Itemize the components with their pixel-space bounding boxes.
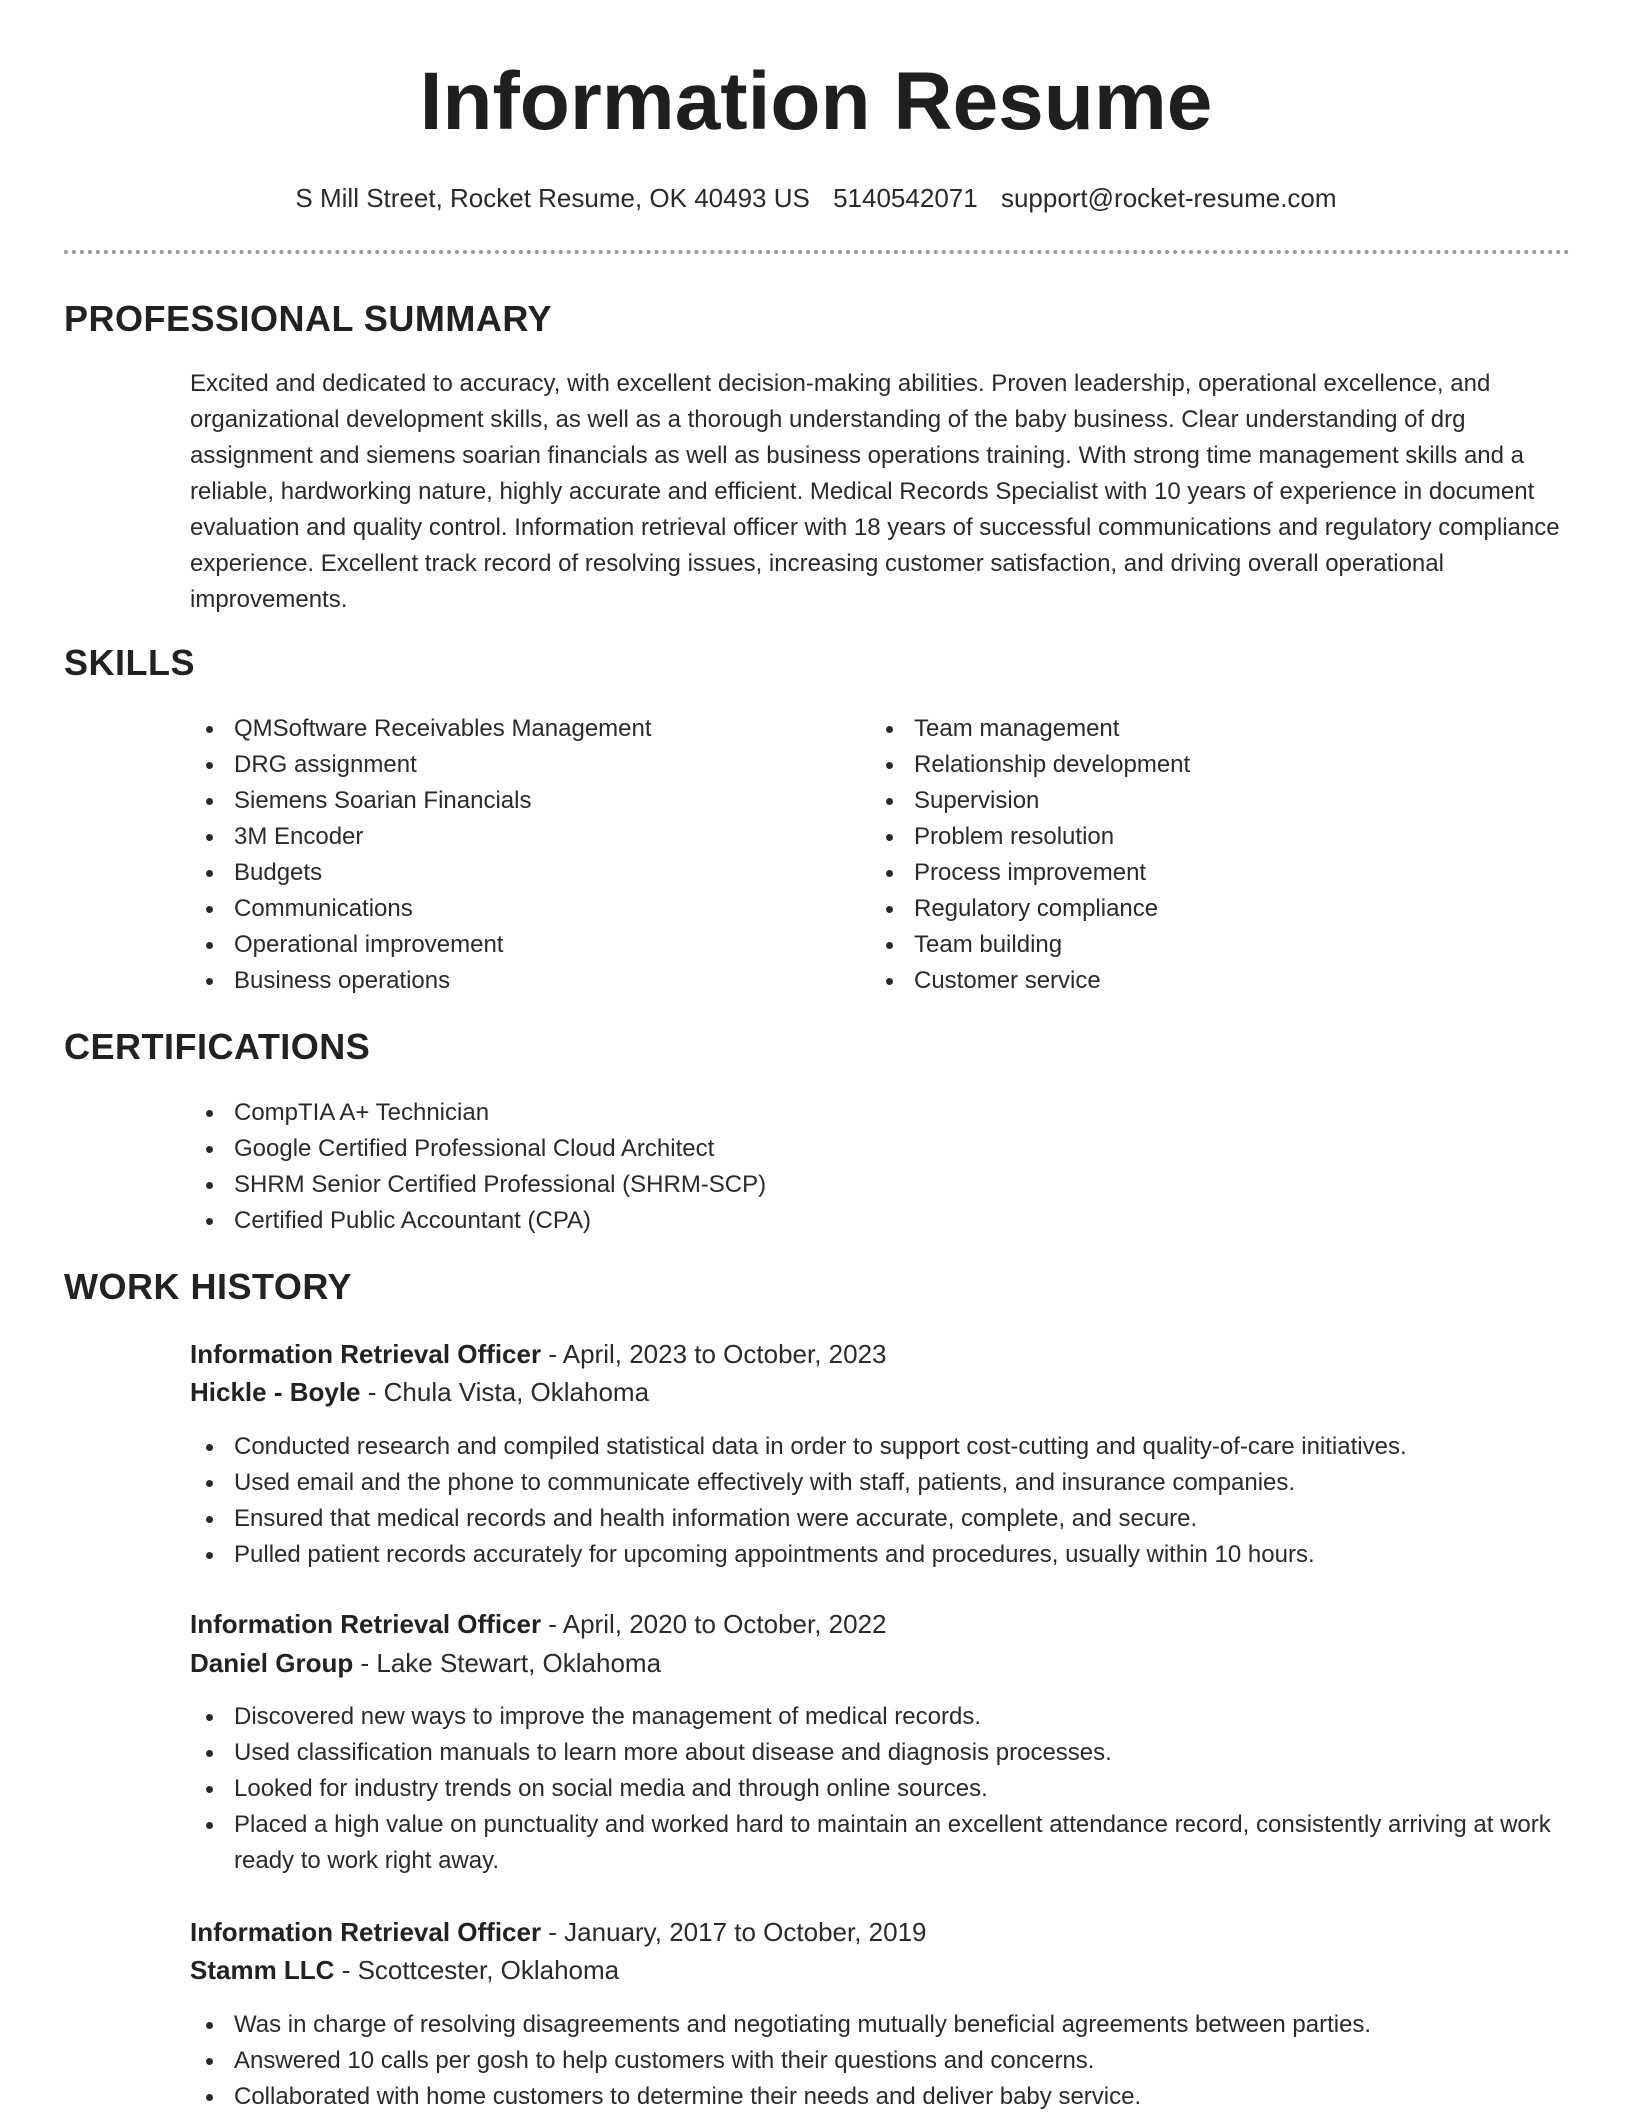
skills-heading: SKILLS <box>64 642 196 683</box>
skill-item: Supervision <box>870 783 1510 819</box>
job-role: Information Retrieval Officer <box>190 1609 542 1639</box>
skill-item: Problem resolution <box>870 819 1510 855</box>
job-company: Stamm LLC <box>190 1955 335 1985</box>
skill-item: QMSoftware Receivables Management <box>190 711 830 747</box>
skill-item: Team building <box>870 927 1510 963</box>
job-company-line <box>190 1373 649 1411</box>
skill-item: DRG assignment <box>190 747 830 783</box>
job-duty: Ensured that medical records and health information were accurate, complete, and secure. <box>190 1501 1570 1537</box>
job-role: Information Retrieval Officer <box>190 1917 542 1947</box>
job-duties-list <box>190 1699 1570 1879</box>
certification-item: Certified Public Accountant (CPA) <box>190 1203 1570 1239</box>
job-role-line <box>190 1913 927 1951</box>
contact-email: support@rocket-resume.com <box>1000 183 1337 213</box>
job-role-line <box>190 1605 887 1643</box>
job-duty: Placed a high value on punctuality and worked hard to maintain an excellent attendance record, consistently arriving at work ready to work right away. <box>190 1807 1570 1879</box>
job-duty: Was in charge of resolving disagreements and negotiating mutually beneficial agreements between parties. <box>190 2007 1570 2043</box>
summary-text: Excited and dedicated to accuracy, with excellent decision-making abilities. Proven leadership, operational excellence, and organizational development skills, as well as a thorough understanding of the baby business. Clear understanding of drg assignment and siemens soarian financials as well as business operations training. With strong time management skills and a reliable, hardworking nature, highly accurate and efficient. Medical Records Specialist with 10 years of experience in document evaluation and quality control. Information retrieval officer with 18 years of successful communications and regulatory compliance experience. Excellent track record of resolving issues, increasing customer satisfaction, and driving overall operational improvements. <box>190 370 1560 613</box>
job-duty: Pulled patient records accurately for upcoming appointments and procedures, usually within 10 hours. <box>190 1537 1570 1573</box>
summary-heading: PROFESSIONAL SUMMARY <box>64 298 553 339</box>
job-duty: Collaborated with home customers to determine their needs and deliver baby service. <box>190 2079 1570 2112</box>
skill-item: 3M Encoder <box>190 819 830 855</box>
job-company-line <box>190 1951 619 1989</box>
certification-item: SHRM Senior Certified Professional (SHRM-SCP) <box>190 1167 1570 1203</box>
contact-line <box>0 180 1632 216</box>
job-dates: - January, 2017 to October, 2019 <box>541 1917 927 1947</box>
skills-list-right <box>870 711 1510 999</box>
job-company: Daniel Group <box>190 1648 354 1678</box>
job-duty: Conducted research and compiled statistical data in order to support cost-cutting and quality-of-care initiatives. <box>190 1429 1570 1465</box>
resume-name: Information Resume <box>419 56 1213 147</box>
skill-item: Budgets <box>190 855 830 891</box>
skill-item: Customer service <box>870 963 1510 999</box>
job-role: Information Retrieval Officer <box>190 1339 542 1369</box>
certification-item: CompTIA A+ Technician <box>190 1095 1570 1131</box>
contact-phone: 5140542071 <box>833 183 978 213</box>
work-history-heading: WORK HISTORY <box>64 1266 353 1307</box>
job-company-line <box>190 1644 661 1682</box>
job-duties-list <box>190 2007 1570 2112</box>
skill-item: Relationship development <box>870 747 1510 783</box>
job-dates: - April, 2023 to October, 2023 <box>541 1339 887 1369</box>
skill-item: Regulatory compliance <box>870 891 1510 927</box>
job-location: - Chula Vista, Oklahoma <box>360 1377 650 1407</box>
skill-item: Business operations <box>190 963 830 999</box>
job-duty: Used classification manuals to learn more about disease and diagnosis processes. <box>190 1735 1570 1771</box>
job-duty: Discovered new ways to improve the management of medical records. <box>190 1699 1570 1735</box>
job-duties-list <box>190 1429 1570 1573</box>
job-location: - Scottcester, Oklahoma <box>334 1955 620 1985</box>
job-company: Hickle - Boyle <box>190 1377 361 1407</box>
skill-item: Process improvement <box>870 855 1510 891</box>
certification-item: Google Certified Professional Cloud Architect <box>190 1131 1570 1167</box>
job-location: - Lake Stewart, Oklahoma <box>353 1648 662 1678</box>
certifications-list <box>190 1095 1570 1239</box>
job-dates: - April, 2020 to October, 2022 <box>541 1609 887 1639</box>
job-duty: Looked for industry trends on social media and through online sources. <box>190 1771 1570 1807</box>
job-role-line <box>190 1335 887 1373</box>
job-duty: Answered 10 calls per gosh to help customers with their questions and concerns. <box>190 2043 1570 2079</box>
header-divider <box>64 250 1570 254</box>
certifications-heading: CERTIFICATIONS <box>64 1026 371 1067</box>
contact-address: S Mill Street, Rocket Resume, OK 40493 US <box>295 183 810 213</box>
skills-list-left <box>190 711 830 999</box>
skill-item: Communications <box>190 891 830 927</box>
skill-item: Operational improvement <box>190 927 830 963</box>
skill-item: Siemens Soarian Financials <box>190 783 830 819</box>
job-duty: Used email and the phone to communicate effectively with staff, patients, and insurance companies. <box>190 1465 1570 1501</box>
skill-item: Team management <box>870 711 1510 747</box>
